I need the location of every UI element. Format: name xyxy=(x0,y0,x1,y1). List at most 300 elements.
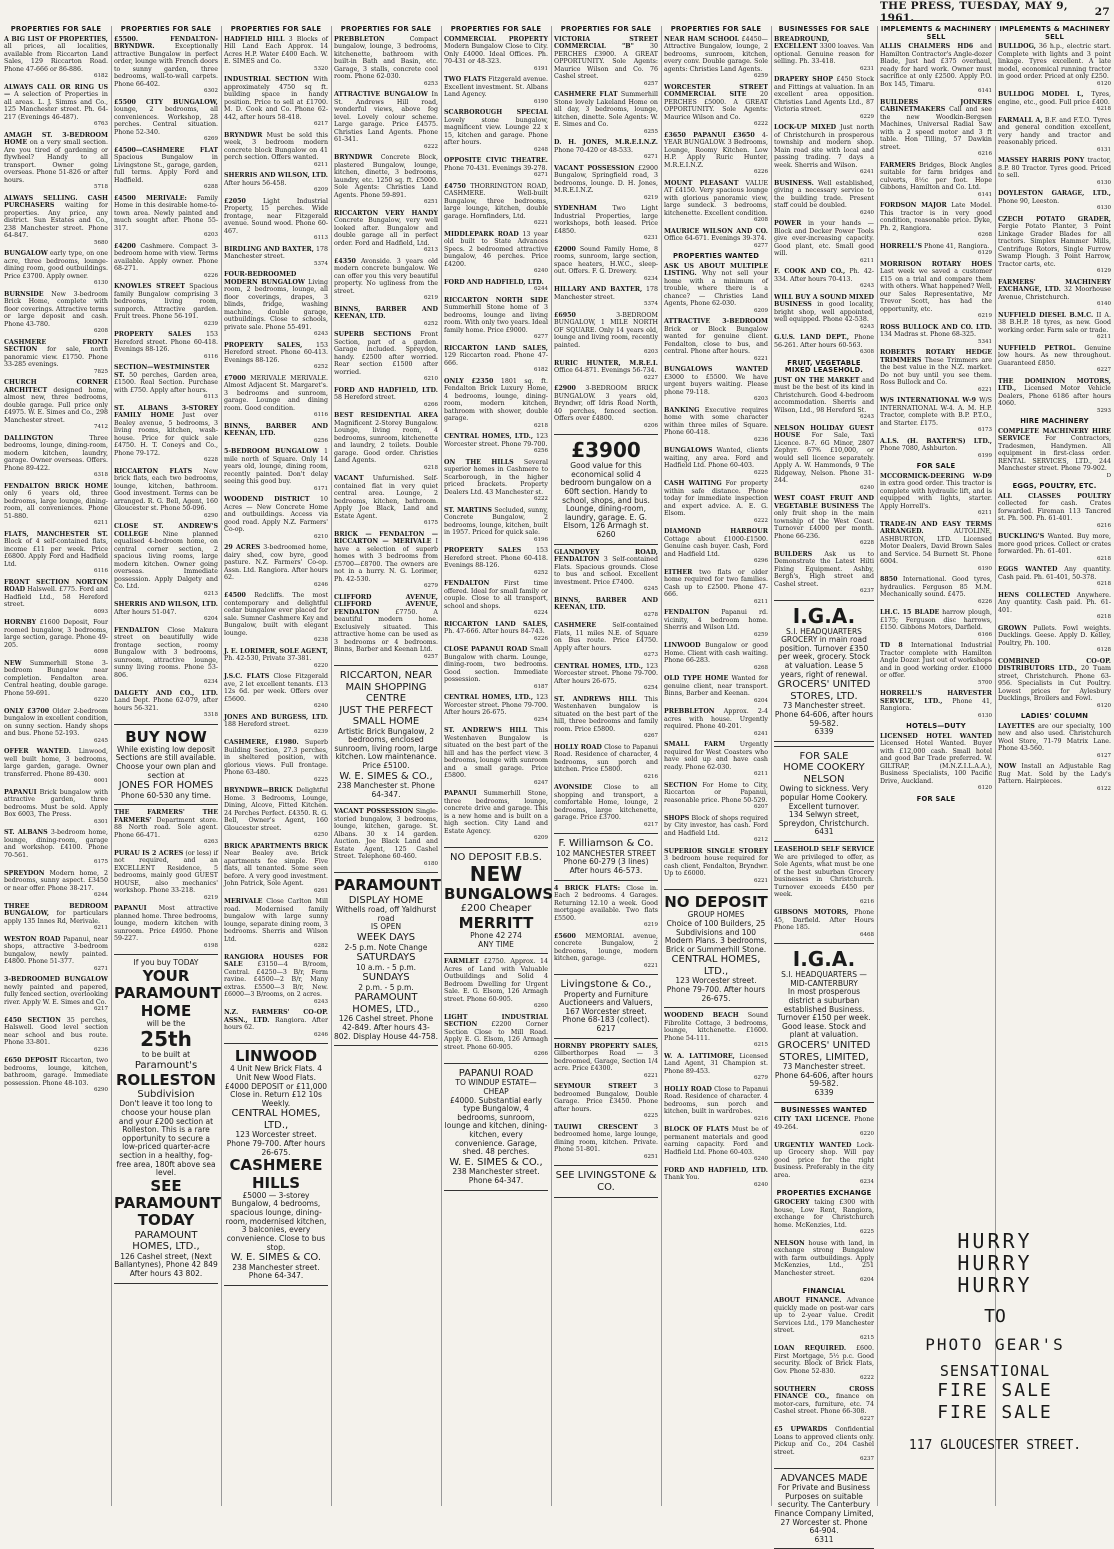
classified-ad xyxy=(998,312,1111,342)
ad-lead-text: BEST RESIDENTIAL AREA xyxy=(334,412,438,419)
display-ad-line: Withells road, off Yaldhurst road xyxy=(334,906,438,923)
display-ad-line: will be the xyxy=(114,1020,218,1029)
ad-body-text: Advance quickly made on post-war cars up to 2-year value. Credit Services Ltd., 179 Manchester street. xyxy=(774,1297,874,1334)
ad-body-text: This Westenhaven Bungalow is situated on the best part of the hill and has the perfect view. 3 bedrooms, lounge with sunroom and a small garage. Price £5800. xyxy=(444,727,548,779)
ad-lead-text: AMAGH ST. 3-BEDROOM HOME xyxy=(4,132,108,147)
ad-body-text: Halswell. £775. Ford and Hadfield Ltd., 58 Hereford street. xyxy=(4,586,108,608)
ad-lead-text: WILL BUY A SOUND MIXED BUSINESS xyxy=(774,294,874,309)
ad-lead-text: URGENTLY WANTED xyxy=(774,1142,851,1149)
display-ad-line: WEEK DAYS xyxy=(334,932,438,944)
ad-body-text: Light Industrial Property, 15 perches. Wide frontage, near Fitzgerald avenue. Sound wood. Phone 60-467. xyxy=(224,198,328,235)
ad-reference-number: 6166 xyxy=(880,632,992,640)
classified-ad xyxy=(998,658,1111,711)
ad-body-text: Concrete Block, plastered Bungalow, lounge, kitchen, dinette, 3 bedrooms, laundry, etc. 1250 sq. ft. £5000. Sole Agents: Christies Land Agents. Phone 59-891. xyxy=(334,154,438,199)
ad-lead-text: FOUR-BEDROOMED MODERN BUNGALOW xyxy=(224,271,305,286)
classified-ad xyxy=(998,723,1111,761)
display-ad-line: 6260 xyxy=(554,531,658,540)
ad-lead-text: £4200 xyxy=(114,243,136,250)
classified-ad xyxy=(444,279,548,294)
ad-reference-number: 6238 xyxy=(224,637,328,645)
ad-lead-text: NOW xyxy=(998,763,1016,770)
ad-lead-text: RICCARTON FLATS xyxy=(114,468,192,475)
ad-lead-text: HENS COLLECTED xyxy=(998,592,1070,599)
ad-lead-text: OLD TYPE HOME xyxy=(664,675,728,682)
ad-reference-number: 6252 xyxy=(224,364,328,372)
ad-reference-number: 6141 xyxy=(880,88,992,96)
ad-reference-number: 6268 xyxy=(880,232,992,240)
ad-body-text: collected for cash. Crates forwarded. Fireman 113 Tancred st. Ph. 500. Ph. 61-401. xyxy=(998,500,1111,522)
display-ad-line: BUNGALOWS xyxy=(444,886,548,903)
classified-ad xyxy=(444,1014,548,1059)
display-ad-line: 25th xyxy=(114,1028,218,1051)
ad-reference-number: 6240 xyxy=(444,268,548,276)
ad-reference-number: 6221 xyxy=(664,878,768,886)
classified-ad xyxy=(880,397,992,435)
section-heading: BUSINESSES FOR SALE xyxy=(774,26,874,34)
display-ad-line: 2 p.m. - 5 p.m. xyxy=(334,984,438,993)
classified-ad xyxy=(880,473,992,518)
ad-body-text: £1600 Deposit, Four roomed bungalow, 3 bedrooms, large section, garage. Phone 49-205. xyxy=(4,619,108,649)
ad-body-text: 1 mile north of Square. Only 14 years old, lounge, dining room, recently painted. Don't delay seeing this good buy. xyxy=(224,448,328,485)
fire-sale-text: FIRE SALE xyxy=(880,1380,1110,1402)
classified-ad xyxy=(334,36,438,89)
classified-ad xyxy=(114,850,218,903)
column-1 xyxy=(2,26,112,1506)
classified-ad xyxy=(444,459,548,504)
ad-reference-number: 5320 xyxy=(224,66,328,74)
classified-ad xyxy=(4,36,108,81)
display-ad-line: W. E. SIMES & CO., xyxy=(334,771,438,783)
ad-body-text: taking £300 with house, Low Rent, Rangiora, exchange for Christchurch home. McKenzies, Ltd. xyxy=(774,1199,874,1229)
ad-reference-number: 6240 xyxy=(774,210,874,218)
section-heading: FRUIT, VEGETABLE MIXED LEASEHOLD. xyxy=(774,360,874,375)
ad-body-text: 153 Hereford street. Phone 60-418. Evenings 88-126. xyxy=(444,547,548,569)
display-ad-line: 102 MANCHESTER STREET xyxy=(554,850,658,859)
classified-ad xyxy=(664,1012,768,1050)
ad-reference-number: 6229 xyxy=(774,114,874,122)
ad-body-text: Riccarton, two bedrooms, lounge, kitchen, bathroom, garage. Immediate possession. Phone 48-103. xyxy=(4,1057,108,1087)
ad-reference-number: 6241 xyxy=(664,731,768,739)
ad-body-text: MEMORIAL avenue, concrete Bungalow, 2 bedrooms, lounge, modern kitchen, garage. xyxy=(554,933,658,963)
ad-body-text: Must be sold this week, 3 bedroom modern concrete block Bungalow on 41 perch section. Offers wanted. xyxy=(224,132,328,162)
ad-lead-text: OPPOSITE CIVIC THEATRE. xyxy=(444,157,548,164)
display-ad-line: SEE xyxy=(114,1178,218,1195)
display-advertisement xyxy=(554,1165,658,1198)
ad-body-text: Modern home, 2 bedrooms, sunny aspect. £3450 or near offer. Phone 38-217. xyxy=(4,870,108,892)
ad-body-text: This Westenhaven bungalow is situated on the best part of the hill, three bedrooms and family room. Price £5800. xyxy=(554,696,658,733)
classified-ad xyxy=(444,958,548,1011)
classified-ad xyxy=(224,271,328,339)
ad-body-text: harrow plough, £175; Ferguson disc harrows, £150. Gibbons Motors, Darfield. xyxy=(880,609,992,631)
classified-ad xyxy=(334,412,438,472)
ad-reference-number: 6273 xyxy=(554,652,658,660)
classified-ad xyxy=(774,1116,874,1139)
ad-lead-text: CLOSE ST. ANDREW'S COLLEGE xyxy=(114,523,218,538)
ad-reference-number: 6120 xyxy=(998,81,1111,89)
ad-reference-number: 6278 xyxy=(554,612,658,620)
classified-ad xyxy=(554,696,658,741)
ad-body-text: £2200 Corner Section Close to Mill Road. Apply E. G. Elsom, 126 Armagh street. Phone 60-905. xyxy=(444,1021,548,1051)
ad-reference-number: 6171 xyxy=(224,486,328,494)
ad-lead-text: £650 DEPOSIT xyxy=(4,1057,57,1064)
classified-ad xyxy=(114,405,218,465)
classified-ad xyxy=(554,663,658,693)
classified-ad xyxy=(998,117,1111,155)
ad-reference-number: 6221 xyxy=(880,387,992,395)
ad-body-text: Delightful Home. 3 Bedrooms, Lounge, Dining, Alcove, Fitted Kitchen. 24 Perches Perfect. £4350. R. G. Bell, Owner's Agent, 160 Gloucester street. xyxy=(224,787,328,832)
classified-ad xyxy=(114,627,218,687)
display-ad-line: NO DEPOSIT F.B.S. xyxy=(444,852,548,864)
ad-reference-number: 6218 xyxy=(998,581,1111,589)
classified-ad xyxy=(774,846,874,906)
ad-reference-number: 6213 xyxy=(334,247,438,255)
ad-lead-text: FORD AND HADFIELD, LTD. xyxy=(334,387,438,394)
classified-ad xyxy=(224,592,328,645)
ad-lead-text: MAURICE WILSON AND CO. xyxy=(664,228,768,235)
ad-lead-text: TD 8 xyxy=(880,642,903,649)
ad-lead-text: SOUTHERN CROSS FINANCE CO., xyxy=(774,1386,874,1401)
classified-ad xyxy=(554,91,658,136)
ad-lead-text: RICCARTON VERY HANDY xyxy=(334,210,438,217)
classified-ad xyxy=(774,1297,874,1342)
ad-lead-text: HILLARY AND BAXTER, xyxy=(554,286,642,293)
ad-lead-text: PAPANUI xyxy=(114,905,147,912)
ad-lead-text: MERIVALE xyxy=(224,898,262,905)
display-ad-line: CENTRAL HOMES, LTD., xyxy=(224,1108,328,1131)
ad-body-text: designed home, almost new, three bedrooms, double garage. Full price only £4975. W. E. Simes and Co., 298 Manchester street. xyxy=(4,387,108,424)
ad-lead-text: BULLDOG, xyxy=(998,43,1036,50)
ad-body-text: Lovely stone bungalow, magnificent view. Lounge 22 x 15, kitchen and garage. Phone after hours. xyxy=(444,117,548,147)
section-heading: EGGS, POULTRY, ETC. xyxy=(998,483,1111,491)
classified-ad xyxy=(554,933,658,971)
ad-lead-text: £4500 xyxy=(224,592,246,599)
display-ad-line: S.I. HEADQUARTERS — MID-CANTERBURY xyxy=(774,971,874,988)
ad-lead-text: SEYMOUR STREET xyxy=(554,1083,637,1090)
ad-reference-number: 6252 xyxy=(334,321,438,329)
classified-ad xyxy=(4,829,108,867)
ad-reference-number: 6198 xyxy=(114,943,218,951)
ad-body-text: Office 64-871. Evenings 56-734. xyxy=(554,367,657,374)
hurry-text: HURRY xyxy=(880,1230,1110,1252)
ad-reference-number: 6216 xyxy=(554,774,658,782)
ad-body-text: We are privileged to offer, as Sole Agents, what must be one of the best suburban Grocery businesses in Christchurch. Turnover exceeds £450 per week. xyxy=(774,854,874,899)
ad-lead-text: £5600 xyxy=(554,933,576,940)
classified-ad xyxy=(224,423,328,446)
ad-reference-number: 6248 xyxy=(444,147,548,155)
ad-lead-text: MCCORMICK-DEERING W-D9 xyxy=(880,473,992,480)
classified-ad xyxy=(554,139,658,162)
ad-body-text: Single-storied bungalow, 3 bedrooms, lounge, kitchen, garage. St. Albans. 30 x 14 garden. Auction. Joe Black Land and Estate Agent, 125 Cashel Street. Telephone 60-460. xyxy=(334,808,438,860)
ad-lead-text: WOODEND BEACH xyxy=(664,1012,739,1019)
display-ad-line: SEE LIVINGSTONE & CO. xyxy=(554,1170,658,1193)
ad-lead-text: INDUSTRIAL SECTION xyxy=(224,76,308,83)
ad-reference-number: 6250 xyxy=(224,832,328,840)
ad-body-text: 1801 sq. ft. Fendalton Brick Luxury Home, 4 bedrooms, lounge, dining-room, modern kitchen, bathroom with shower, double garage. xyxy=(444,378,548,423)
ad-body-text: £2900 Bungalow, Springfield road, 3 bedrooms, lounge. D. H. Jones, M.R.E.I.N.Z. xyxy=(554,165,658,195)
classified-ad xyxy=(4,250,108,288)
classified-ad xyxy=(4,379,108,432)
classified-ad xyxy=(554,36,658,89)
ad-reference-number: 6219 xyxy=(880,313,992,321)
ad-lead-text: SYDENHAM xyxy=(554,205,597,212)
ad-body-text: Ph. 42-334. After hours 70-413. xyxy=(774,268,874,283)
ad-body-text: 35 perches, Halswell. Good level section near school and bus route. Phone 33-801. xyxy=(4,1017,108,1047)
classified-ad xyxy=(444,297,548,342)
classified-ad xyxy=(114,331,218,361)
display-ad-line: GROCERS' UNITED STORES, LIMITED, xyxy=(774,1040,874,1063)
section-heading: LADIES' COLUMN xyxy=(998,713,1111,721)
ad-body-text: New 3-bedroom Brick Home, complete with floor coverings. Attractive terms or large deposit and cash. Phone 43-780. xyxy=(4,291,108,328)
display-ad-line: While existing low deposit Sections are still available. Choose your own plan and section at xyxy=(114,746,218,781)
ad-body-text: Ask us to Demonstrate the Latest Hilti Fixing Equipment. Ashby, Bergh's, High street and Cashel street. xyxy=(774,551,874,588)
classified-ad xyxy=(444,790,548,843)
column-2 xyxy=(112,26,222,1506)
ad-reference-number: 6260 xyxy=(444,1003,548,1011)
classified-ad xyxy=(664,782,768,812)
ad-reference-number: 6219 xyxy=(114,895,218,903)
ad-body-text: lounge, 2 bedrooms, all conveniences. Workshop, 28 perches. Central situation. Phone 52-340. xyxy=(114,106,218,136)
ad-lead-text: LOCK-UP MIXED xyxy=(774,124,836,131)
classified-ad xyxy=(664,609,768,639)
ad-reference-number: 6243 xyxy=(774,283,874,291)
ad-body-text: Genuine low hours. As new throughout. Guaranteed £850. xyxy=(998,345,1111,367)
ad-lead-text: LOAN REQUIRED. xyxy=(774,1345,846,1352)
ad-reference-number: 6221 xyxy=(664,356,768,364)
ad-reference-number: 6211 xyxy=(664,599,768,607)
ad-lead-text: HORRELL'S xyxy=(880,243,922,250)
ad-reference-number: 6218 xyxy=(998,556,1111,564)
classified-ad xyxy=(224,673,328,711)
classified-ad xyxy=(334,306,438,329)
ad-lead-text: £4500—CASHMERE FLAT xyxy=(114,147,218,154)
ad-lead-text: DALGETY AND CO., LTD. xyxy=(114,690,218,697)
display-ad-line: 10 a.m. - 5 p.m. xyxy=(334,964,438,973)
classified-ad xyxy=(998,43,1111,88)
ad-reference-number: 6221 xyxy=(444,220,548,228)
ad-reference-number: 6290 xyxy=(4,1087,108,1095)
ad-body-text: Pullets. Fowl weights. Ducklings. Geese. Apply D. Kelley, Poultry, Ph. 100. xyxy=(998,625,1111,647)
ad-body-text: tractor, 8.P. 80 Tractor. Tyres good. Priced to sell. xyxy=(998,157,1111,179)
ad-lead-text: POWER xyxy=(774,220,801,227)
classified-ad xyxy=(224,198,328,243)
ad-reference-number: 6240 xyxy=(774,485,874,493)
ad-reference-number: 6131 xyxy=(998,147,1111,155)
ad-reference-number: 6213 xyxy=(114,591,218,599)
ad-lead-text: LICENSED HOTEL WANTED xyxy=(880,733,992,740)
section-heading: PROPERTIES FOR SALE xyxy=(4,26,108,34)
classified-ad xyxy=(224,496,328,541)
ad-body-text: Linwood, well built home, 3 bedrooms, large garden, garage. Owner transferred. Phone 89-430. xyxy=(4,748,108,778)
ad-reference-number: 6203 xyxy=(554,349,658,357)
display-ad-line: W. E. SIMES & CO., xyxy=(444,1157,548,1169)
display-ad-line: CASHMERE HILLS xyxy=(224,1157,328,1192)
ad-lead-text: OFFER WANTED. xyxy=(4,748,71,755)
display-ad-line: 6217 xyxy=(554,1025,658,1034)
section-heading: PROPERTIES FOR SALE xyxy=(664,26,768,34)
classified-ad xyxy=(224,246,328,269)
classified-ad xyxy=(998,566,1111,589)
ad-lead-text: CENTRAL HOMES, LTD., xyxy=(444,433,533,440)
ad-lead-text: HOLLY ROAD xyxy=(554,744,602,751)
ad-reference-number: 6221 xyxy=(554,963,658,971)
ad-body-text: Phone 56-261. After hours 60-563. xyxy=(774,334,874,349)
ad-body-text: These Trimmers are the best value in the N.Z. market. Do not buy until you see them. Ross Bullock and Co. xyxy=(880,357,992,387)
classified-ad xyxy=(880,243,992,258)
ad-lead-text: NUFFIELD DIESEL B.M.C. xyxy=(998,312,1093,319)
classified-ad xyxy=(4,789,108,827)
classified-ad xyxy=(224,739,328,784)
ad-reference-number: 6227 xyxy=(774,1416,874,1424)
page-header xyxy=(880,4,1110,21)
classified-ad xyxy=(774,495,874,548)
classified-ad xyxy=(114,601,218,624)
ad-lead-text: CLIFFORD AVENUE, CLIFFORD AVENUE, FENDALTON xyxy=(334,594,438,616)
ad-reference-number: 6228 xyxy=(774,540,874,548)
ad-reference-number: 6215 xyxy=(774,1335,874,1343)
ad-reference-number: 6236 xyxy=(4,1047,108,1055)
ad-body-text: 123 Worcester street. Phone 79-700. After hours 26-675. xyxy=(554,663,658,685)
ad-reference-number: 6204 xyxy=(114,616,218,624)
ad-body-text: For Sale, Taxi Licence. 8-7. 6G Minor, 2807 Zephyr. 67% £10,000, or would sell licence separately. Apply A. W. Hammonds, 9 The Ridgeway, Nelson. Phone 31-244. xyxy=(774,432,874,484)
ad-reference-number: 6225 xyxy=(664,470,768,478)
ad-reference-number: 6222 xyxy=(664,518,768,526)
classified-ad xyxy=(664,180,768,225)
ad-reference-number: 6116 xyxy=(4,568,108,576)
display-advertisement xyxy=(444,1063,548,1191)
ad-lead-text: PREBBLETON xyxy=(334,36,385,43)
ad-body-text: Papanui rd. vicinity, 4 bedroom home. Sherris and Wilson Ltd. xyxy=(664,609,768,631)
ad-lead-text: BIRDLING AND BAXTER, xyxy=(224,246,314,253)
classified-ad xyxy=(554,246,658,284)
hurry-text: HURRY xyxy=(880,1274,1110,1296)
ad-reference-number: 6180 xyxy=(334,861,438,869)
ad-reference-number: 6210 xyxy=(334,376,438,384)
section-heading: FINANCIAL xyxy=(774,1288,874,1296)
classified-ad xyxy=(554,385,658,430)
ad-body-text: Older 2-bedroom bungalow in excellent condition, on sunny section. Handy shops and bus. Phone 52-193. xyxy=(4,708,108,738)
ad-lead-text: FENDALTON xyxy=(444,580,489,587)
ad-body-text: Bridges, Block Angles suitable for farm bridges and culverts, 8½c per foot. Hope Gibbons, Hamilton and Co. Ltd. xyxy=(880,162,992,192)
ad-lead-text: PAPANUI xyxy=(444,790,477,797)
ad-body-text: Modern Bungalow Close to City. Only £4000. Ideal Offices. Ph. 70-431 or 48-323. xyxy=(444,43,548,65)
ad-reference-number: 6220 xyxy=(224,663,328,671)
ad-body-text: New brick flats, each two bedrooms, lounge, kitchen, bathroom. Good investment. Terms can be arranged. R. G. Bell, Agent, 160 Gloucester st. Phone 50-096. xyxy=(114,468,218,513)
classified-ad xyxy=(880,576,992,606)
ad-body-text: 178 Manchester street. xyxy=(554,286,658,301)
classified-ad xyxy=(554,1083,658,1121)
column-5 xyxy=(442,26,552,1506)
ad-body-text: for sale, north panoramic view. £1750. Phone 33-285 evenings. xyxy=(4,346,108,368)
ad-reference-number: 6141 xyxy=(880,192,992,200)
display-ad-line: RICCARTON, NEAR MAIN SHOPPING CENTRE xyxy=(334,670,438,705)
classified-ad xyxy=(880,349,992,394)
classified-ad xyxy=(114,283,218,328)
section-heading: PROPERTIES EXCHANGE xyxy=(774,1190,874,1198)
ad-body-text: II A. 38 B.H.P. 18 tyres, as new. Good working order. Farm sale or trade. xyxy=(998,312,1111,334)
ad-body-text: Secluded, sunny, Concrete Bungalow, 2 bedrooms, lounge, kitchen, built in 1957. Priced for quick sale. xyxy=(444,507,548,537)
ad-body-text: Nine planned equalised 4-bedroom home, on central corner section, 2 spacious living rooms, large modern kitchen. Owner going overseas. Immediate possession. Apply Dalgety and Co. Ltd. xyxy=(114,531,218,591)
ad-lead-text: BRICK — FENDALTON — RICCARTON — MERIVALE xyxy=(334,531,438,546)
ad-body-text: Ph. 47-666. After hours 84-743. xyxy=(444,628,545,635)
column-7 xyxy=(662,26,772,1506)
ad-lead-text: LAYETTES xyxy=(998,723,1035,730)
ad-lead-text: EITHER xyxy=(664,569,692,576)
ad-body-text: Sound Fibrolite Cottage, 3 bedrooms, lounge, kitchenette. £1600. Phone 54-111. xyxy=(664,1012,768,1042)
ad-lead-text: FLATS, MANCHESTER ST. xyxy=(4,531,108,538)
ad-reference-number: 6203 xyxy=(664,396,768,404)
ad-lead-text: TRADE-IN AND EASY TERMS ARRANGED. xyxy=(880,521,992,536)
display-ad-line: 6339 xyxy=(774,728,874,737)
ad-reference-number: 6196 xyxy=(444,537,548,545)
ad-body-text: finance on motor-cars, furniture, etc. 74 Cashel street. Phone 66-308. xyxy=(774,1393,874,1415)
ad-lead-text: FRONT SECTION NORTON ROAD xyxy=(4,579,108,594)
ad-reference-number: 6122 xyxy=(998,786,1111,794)
ad-reference-number: 6113 xyxy=(114,394,218,402)
ad-body-text: 153 Hereford street. Phone 60-418. Evenings 88-126. xyxy=(114,331,218,353)
ad-lead-text: MIDDLEPARK ROAD xyxy=(444,231,519,238)
classified-ad xyxy=(334,91,438,151)
ad-body-text: Small Bungalow with charm. Lounge, dining-room, two bedrooms. Good section. Immediate possession. xyxy=(444,646,548,683)
ad-reference-number: 6251 xyxy=(334,199,438,207)
ad-lead-text: CENTRAL HOMES, LTD., xyxy=(444,694,533,701)
ad-body-text: Fergie Potato Planter, 3 Point Linkage Grader Blades for all tractors. Simplex Hammer Mills, Centrifuge Rotors, Single Furrow Swamp Plough. 3 Point Harrow, Tractor carts, etc. xyxy=(998,223,1111,268)
ad-body-text: Thank You. xyxy=(664,1174,699,1181)
ad-reference-number: 6308 xyxy=(774,349,874,357)
display-ad-line: 134 Selwyn street, Spreydon, Christchurch. xyxy=(774,811,874,828)
classified-ad xyxy=(554,360,658,383)
ad-lead-text: PAPANUI xyxy=(4,789,37,796)
ad-reference-number: 6190 xyxy=(880,566,992,574)
display-ad-line: If you buy TODAY xyxy=(114,959,218,968)
display-ad-line: GROCERS' UNITED STORES, LTD. xyxy=(774,679,874,702)
ad-body-text: Tyres, engine, etc., good. Full price £400. xyxy=(998,91,1111,106)
ad-reference-number: 6226 xyxy=(114,273,218,281)
ad-body-text: 4-YEAR BUNGALOW. 3 Bedrooms, Lounge, Roomy Kitchen. Low H.P. Apply Ruric Hunter, M.R.E.I.N.Z. xyxy=(664,132,768,169)
classified-ad xyxy=(774,1240,874,1285)
display-ad-line: Phone 42 274 xyxy=(444,932,548,941)
ad-lead-text: FARMERS xyxy=(880,162,916,169)
ad-lead-text: N.Z. FARMERS' CO-OP. ASSN., LTD. xyxy=(224,1009,328,1024)
display-ad-line: 2-5 p.m. Note Change xyxy=(334,944,438,953)
section-heading: PROPERTIES FOR SALE xyxy=(334,26,438,34)
ad-lead-text: COMMERCIAL PROPERTY xyxy=(444,36,548,43)
ad-body-text: Approx. 2-4 acres with house. Urgently required. Phone 40-201. xyxy=(664,708,768,730)
ad-lead-text: RURIC HUNTER, M.R.E.I. xyxy=(554,360,658,367)
display-ad-line: Good value for this economical solid 4 bedroom bungalow on a 60ft section. Handy to school, shops, and bus. Lounge, dining-room, laundry, garage. E. G. Elsom, 126 Armagh st. xyxy=(554,462,658,531)
ad-body-text: 50 perches, Garden area, £1500. Real Section. Purchase with £750. Apply after hours. xyxy=(114,372,218,394)
ad-reference-number: 6288 xyxy=(114,184,218,192)
ad-body-text: Land Dept. Phone 62-079, after hours 56-321. xyxy=(114,697,218,712)
display-ad-line: HOME xyxy=(114,1003,218,1020)
ad-reference-number: 7825 xyxy=(4,369,108,377)
ad-reference-number: 6173 xyxy=(880,427,992,435)
classified-ad xyxy=(998,190,1111,213)
display-ad-line: Don't leave it too long to choose your house plan and your £200 section at Rolleston. This is a rare opportunity to secure a low-priced quarter-acre section in a healthy, fog-free area, 180ft above sea level. xyxy=(114,1100,218,1178)
display-ad-line: LINWOOD xyxy=(224,1048,328,1065)
ad-body-text: for particulars apply 135 Innes Rd, Merivale. xyxy=(4,910,108,925)
ad-reference-number: 6208 xyxy=(664,217,768,225)
display-advertisement xyxy=(554,833,658,880)
ad-lead-text: EGGS WANTED xyxy=(998,566,1057,573)
ad-lead-text: NUFFIELD PETROL. xyxy=(998,345,1076,352)
ad-lead-text: CLOSE PAPANUI ROAD xyxy=(444,646,527,653)
display-ad-line: SATURDAYS xyxy=(334,952,438,964)
section-heading: HOTELS—DUTY xyxy=(880,723,992,731)
ad-body-text: (or less) if not required, and an EXCELLENT Residence, 5 bedrooms, mainly good GUEST HOUSE, also mechanics' workshop. Phone 33-218. xyxy=(114,850,218,895)
ad-body-text: B.F. and F.T.O. Tyres and general condition excellent, very handy and tractor and reasonably priced. xyxy=(998,117,1111,147)
ad-lead-text: FARMLET xyxy=(444,958,479,965)
display-ad-line: Artistic Brick Bungalow, 2 bedrooms, enclosed sunroom, living room, large kitchen. Low maintenance. Price £5100. xyxy=(334,728,438,771)
